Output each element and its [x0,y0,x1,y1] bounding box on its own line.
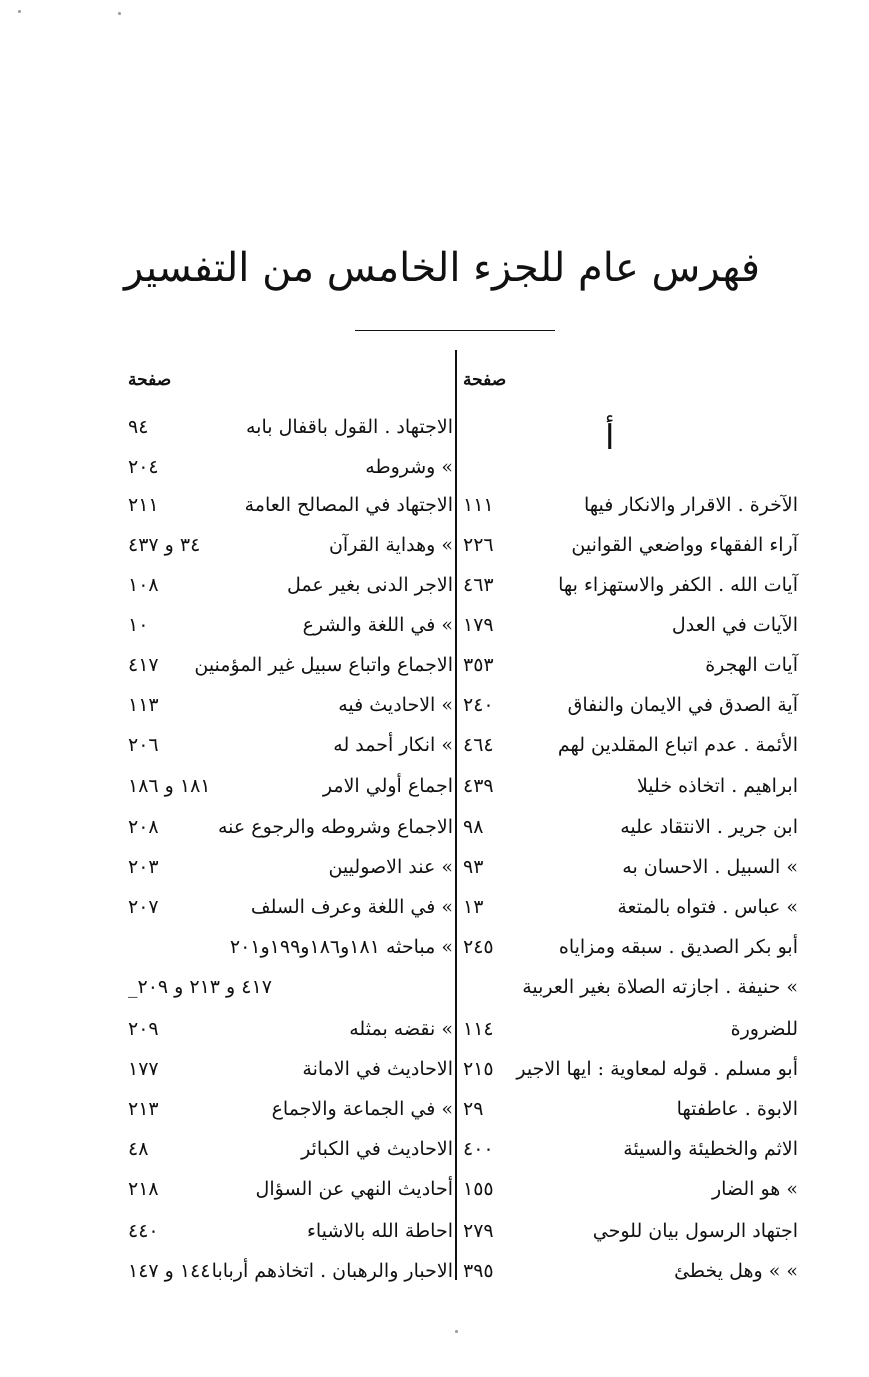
index-entry [128,888,453,926]
entry-text: آراء الفقهاء وواضعي القوانين [571,534,798,556]
index-entry [128,526,453,564]
index-entry [128,808,453,846]
index-entry [463,1212,798,1250]
entry-text: » وهداية القرآن [328,534,453,556]
index-entry [463,646,798,684]
entry-page: ١١١ [463,494,494,516]
entry-text: آيات الهجرة [705,654,798,676]
entry-page: ٢٤٥ [463,936,494,958]
index-entry [128,606,453,644]
column-divider [455,350,457,1280]
entry-page: ٢٤٠ [463,694,494,716]
index-entry [463,928,798,966]
entry-page: ٢٠٩ [128,1018,159,1040]
index-entry [463,566,798,604]
entry-text: الاجتهاد في المصالح العامة [244,494,453,516]
entry-page: ٩٣ [463,856,484,878]
entry-text: » الاحاديث فيه [338,694,453,716]
entry-page: ٤١٧ و ٢١٣ و ٢٠٩_ [128,976,272,998]
scan-speck [118,12,121,15]
entry-text: للضرورة [730,1018,798,1040]
entry-text: الاجتهاد . القول باقفال بابه [245,416,453,438]
index-entry [128,646,453,684]
entry-page: ٢٠٧ [128,896,159,918]
index-entry [463,848,798,886]
index-entry [463,888,798,926]
entry-text: آية الصدق في الايمان والنفاق [567,694,798,716]
scan-speck [455,1330,458,1333]
index-entry [128,1090,453,1128]
entry-page: ٢٩ [463,1098,484,1120]
index-entry [128,767,453,805]
index-entry [463,1010,798,1048]
entry-page: ٩٨ [463,816,484,838]
index-entry-continuation [128,968,798,1006]
entry-text: الاجماع واتباع سبيل غير المؤمنين [194,654,453,676]
index-entry [463,486,798,524]
index-entry [463,1130,798,1168]
entry-page: ١٣ [463,896,484,918]
index-entry [128,448,453,486]
entry-page: ٤٦٣ [463,574,494,596]
index-entry [463,606,798,644]
entry-page: ٢١٣ [128,1098,159,1120]
entry-page: ١١٤ [463,1018,494,1040]
index-entry [463,808,798,846]
page-title: فهرس عام للجزء الخامس من التفسير [123,245,760,291]
right-column-page-header: صفحة [463,370,507,390]
entry-page: ١٨١ و ١٨٦ [128,775,211,797]
entry-text: أحاديث النهي عن السؤال [255,1178,453,1200]
entry-page: ٤٠٠ [463,1138,494,1160]
index-entry [463,686,798,724]
section-letter: أ [605,418,615,458]
index-entry [463,1050,798,1088]
title-rule [355,330,555,331]
entry-text: » وشروطه [365,456,453,478]
entry-text: الآخرة . الاقرار والانكار فيها [583,494,798,516]
entry-text: الاحاديث في الامانة [302,1058,453,1080]
entry-text: أبو بكر الصديق . سبقه ومزاياه [558,936,798,958]
index-entry [128,1252,453,1290]
entry-page: ٢١٨ [128,1178,159,1200]
index-entry [128,726,453,764]
entry-page: ١٥٥ [463,1178,494,1200]
entry-page: ٢١١ [128,494,159,516]
index-entry [128,566,453,604]
index-entry [128,408,453,446]
entry-page: ١٤٤ و ١٤٧ [128,1260,211,1282]
entry-page: ٣٥٣ [463,654,494,676]
entry-page: ١١٣ [128,694,159,716]
entry-text: ابراهيم . اتخاذه خليلا [636,775,798,797]
entry-text: الاحاديث في الكبائر [301,1138,453,1160]
entry-page: ١٠ [128,614,149,636]
entry-text: اجتهاد الرسول بيان للوحي [592,1220,798,1242]
index-entry [463,767,798,805]
scan-speck [18,10,21,13]
entry-page: ٣٤ و ٤٣٧ [128,534,201,556]
entry-text: الاجر الدنى بغير عمل [286,574,453,596]
entry-page: ٣٩٥ [463,1260,494,1282]
entry-text: » » وهل يخطئ [674,1260,798,1282]
entry-text: ابن جرير . الانتقاد عليه [620,816,798,838]
entry-page: ١٠٨ [128,574,159,596]
entry-text: » حنيفة . اجازته الصلاة بغير العربية [522,976,798,998]
entry-page: ٤٣٩ [463,775,494,797]
entry-text: » مباحثه ١٨١و١٨٦و١٩٩و٢٠١ [229,936,453,958]
entry-text: الابوة . عاطفتها [676,1098,798,1120]
entry-page: ٤٦٤ [463,734,494,756]
entry-page: ٢٠٤ [128,456,159,478]
index-entry [463,1252,798,1290]
index-entry [128,1130,453,1168]
entry-page: ٢٠٦ [128,734,159,756]
entry-text: آيات الله . الكفر والاستهزاء بها [558,574,798,596]
entry-page: ٢٠٣ [128,856,159,878]
index-entry [463,526,798,564]
entry-page: ٤٤٠ [128,1220,159,1242]
entry-text: » في اللغة والشرع [302,614,453,636]
entry-text: الاثم والخطيئة والسيئة [623,1138,798,1160]
entry-page: ٢٠٨ [128,816,159,838]
left-column-page-header: صفحة [128,370,172,390]
entry-text: » نقضه بمثله [349,1018,453,1040]
entry-text: احاطة الله بالاشياء [306,1220,453,1242]
entry-page: ٤١٧ [128,654,159,676]
entry-text: » السبيل . الاحسان به [622,856,798,878]
entry-text: الأئمة . عدم اتباع المقلدين لهم [557,734,798,756]
entry-text: أبو مسلم . قوله لمعاوية : ايها الاجير [516,1058,798,1080]
index-entry [128,1170,453,1208]
entry-text: » انكار أحمد له [333,734,453,756]
entry-text: » في اللغة وعرف السلف [250,896,453,918]
entry-text: الاحبار والرهبان . اتخاذهم أربابا [211,1260,453,1282]
index-entry [128,928,453,966]
entry-page: ٩٤ [128,416,149,438]
entry-page: ١٧٩ [463,614,494,636]
entry-page: ٢٧٩ [463,1220,494,1242]
entry-text: الاجماع وشروطه والرجوع عنه [217,816,453,838]
entry-text: اجماع أولي الامر [322,775,453,797]
index-entry [128,1212,453,1250]
index-entry [128,1050,453,1088]
index-entry [128,1010,453,1048]
index-entry [463,726,798,764]
index-entry [128,848,453,886]
entry-text: » عند الاصوليين [328,856,453,878]
index-entry [128,486,453,524]
entry-page: ٢١٥ [463,1058,494,1080]
entry-page: ٤٨ [128,1138,149,1160]
entry-page: ١٧٧ [128,1058,159,1080]
entry-page: ٢٢٦ [463,534,494,556]
entry-text: » هو الضار [711,1178,798,1200]
index-entry [128,686,453,724]
entry-text: الآيات في العدل [671,614,798,636]
index-entry [463,1170,798,1208]
entry-text: » في الجماعة والاجماع [271,1098,453,1120]
entry-text: » عباس . فتواه بالمتعة [617,896,798,918]
index-entry [463,1090,798,1128]
